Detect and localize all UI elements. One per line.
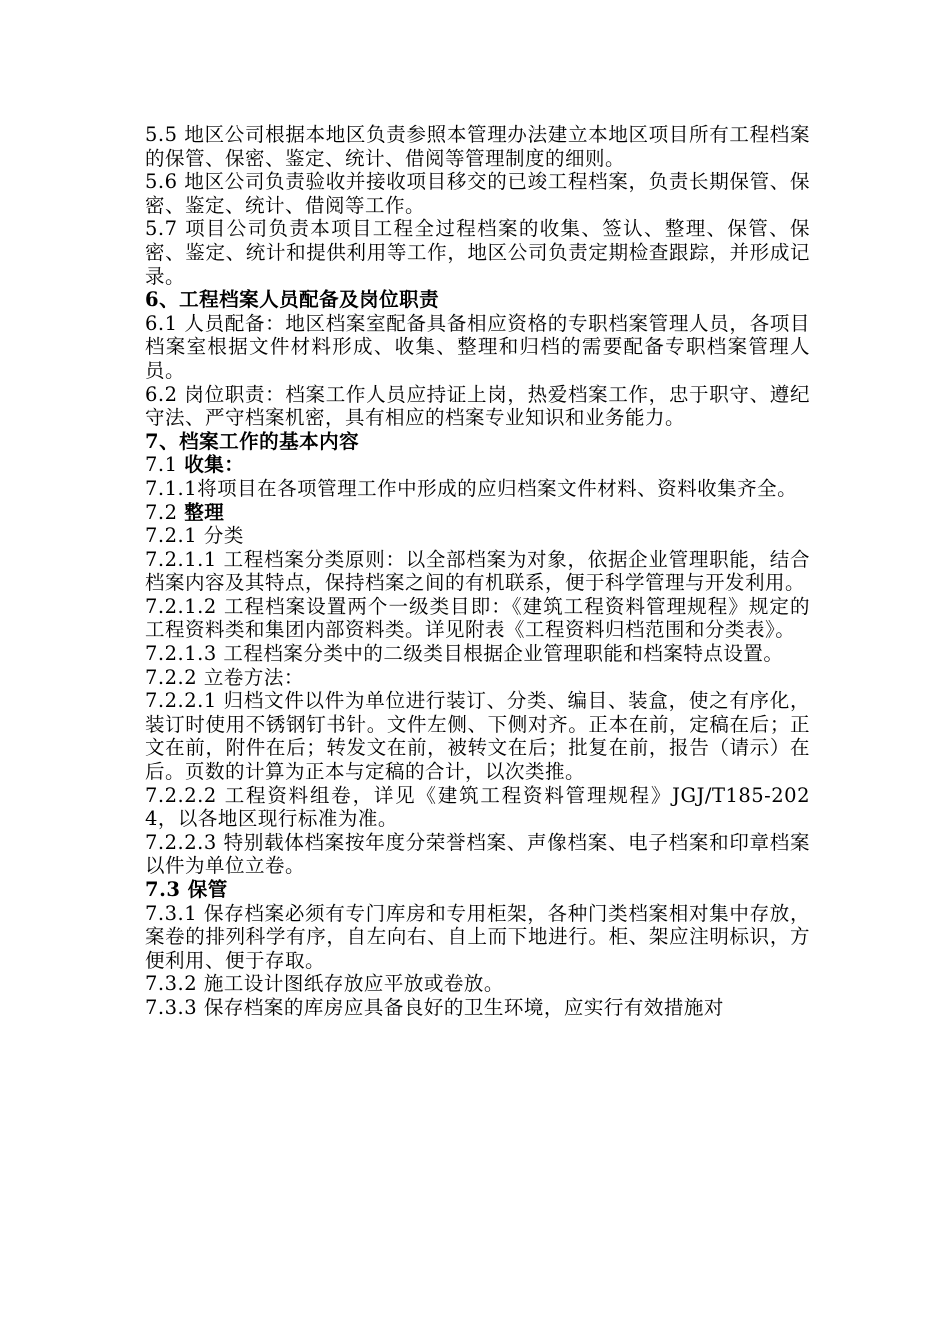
heading-7-3: 7.3 保管 (145, 878, 228, 901)
document-body (145, 123, 810, 1020)
paragraph-7-2-2-3: 7.2.2.3 特别载体档案按年度分荣誉档案、声像档案、电子档案和印章档案以件为单位立卷。 (145, 830, 810, 878)
heading-7-1-number: 7.1 (145, 453, 185, 477)
heading-7-2-title: 整理 (184, 500, 225, 524)
paragraph-7-2-2-1: 7.2.2.1 归档文件以件为单位进行装订、分类、编目、装盒，使之有序化，装订时使用不锈钢钉书针。文件左侧、下侧对齐。正本在前，定稿在后；正文在前，附件在后；转发文在前，被转文在后；批复在前，报告（请示）在后。页数的计算为正本与定稿的合计，以次类推。 (145, 689, 810, 784)
paragraph-7-2-1-3: 7.2.1.3 工程档案分类中的二级类目根据企业管理职能和档案特点设置。 (145, 642, 784, 666)
heading-7-1-title: 收集： (184, 453, 245, 477)
paragraph-7-2-2-2: 7.2.2.2 工程资料组卷，详见《建筑工程资料管理规程》JGJ/T185-2024，以各地区现行标准为准。 (145, 783, 810, 831)
paragraph-6-1: 6.1 人员配备：地区档案室配备具备相应资格的专职档案管理人员，各项目档案室根据文件材料形成、收集、整理和归档的需要配备专职档案管理人员。 (145, 311, 810, 382)
paragraph-7-3-2: 7.3.2 施工设计图纸存放应平放或卷放。 (145, 972, 504, 996)
paragraph-7-2-1-1: 7.2.1.1 工程档案分类原则：以全部档案为对象，依据企业管理职能，结合档案内容及其特点，保持档案之间的有机联系，便于科学管理与开发利用。 (145, 547, 810, 595)
heading-7-2-number: 7.2 (145, 500, 185, 524)
paragraph-5-7: 5.7 项目公司负责本项目工程全过程档案的收集、签认、整理、保管、保密、鉴定、统计和提供利用等工作，地区公司负责定期检查跟踪，并形成记录。 (145, 217, 810, 288)
paragraph-7-1-1: 7.1.1将项目在各项管理工作中形成的应归档案文件材料、资料收集齐全。 (145, 476, 798, 500)
paragraph-6-2: 6.2 岗位职责：档案工作人员应持证上岗，热爱档案工作，忠于职守、遵纪守法、严守档案机密，具有相应的档案专业知识和业务能力。 (145, 382, 810, 430)
paragraph-7-3-3: 7.3.3 保存档案的库房应具备良好的卫生环境，应实行有效措施对 (145, 995, 724, 1019)
heading-7-1 (145, 453, 810, 477)
paragraph-7-3-1: 7.3.1 保存档案必须有专门库房和专用柜架，各种门类档案相对集中存放，案卷的排列科学有序，自左向右、自上而下地进行。柜、架应注明标识，方便利用、便于存取。 (145, 901, 810, 972)
paragraph-5-6: 5.6 地区公司负责验收并接收项目移交的已竣工程档案，负责长期保管、保密、鉴定、统计、借阅等工作。 (145, 170, 810, 217)
heading-7-2 (145, 501, 810, 525)
paragraph-5-5: 5.5 地区公司根据本地区负责参照本管理办法建立本地区项目所有工程档案的保管、保密、鉴定、统计、借阅等管理制度的细则。 (145, 123, 810, 170)
heading-section-7: 7、档案工作的基本内容 (145, 429, 360, 453)
paragraph-7-2-1-2: 7.2.1.2 工程档案设置两个一级类目即：《建筑工程资料管理规程》规定的工程资料类和集团内部资料类。详见附表《工程资料归档范围和分类表》。 (145, 594, 810, 642)
heading-7-2-2: 7.2.2 立卷方法： (145, 665, 304, 689)
heading-section-6: 6、工程档案人员配备及岗位职责 (145, 288, 440, 312)
heading-7-2-1: 7.2.1 分类 (145, 524, 244, 548)
